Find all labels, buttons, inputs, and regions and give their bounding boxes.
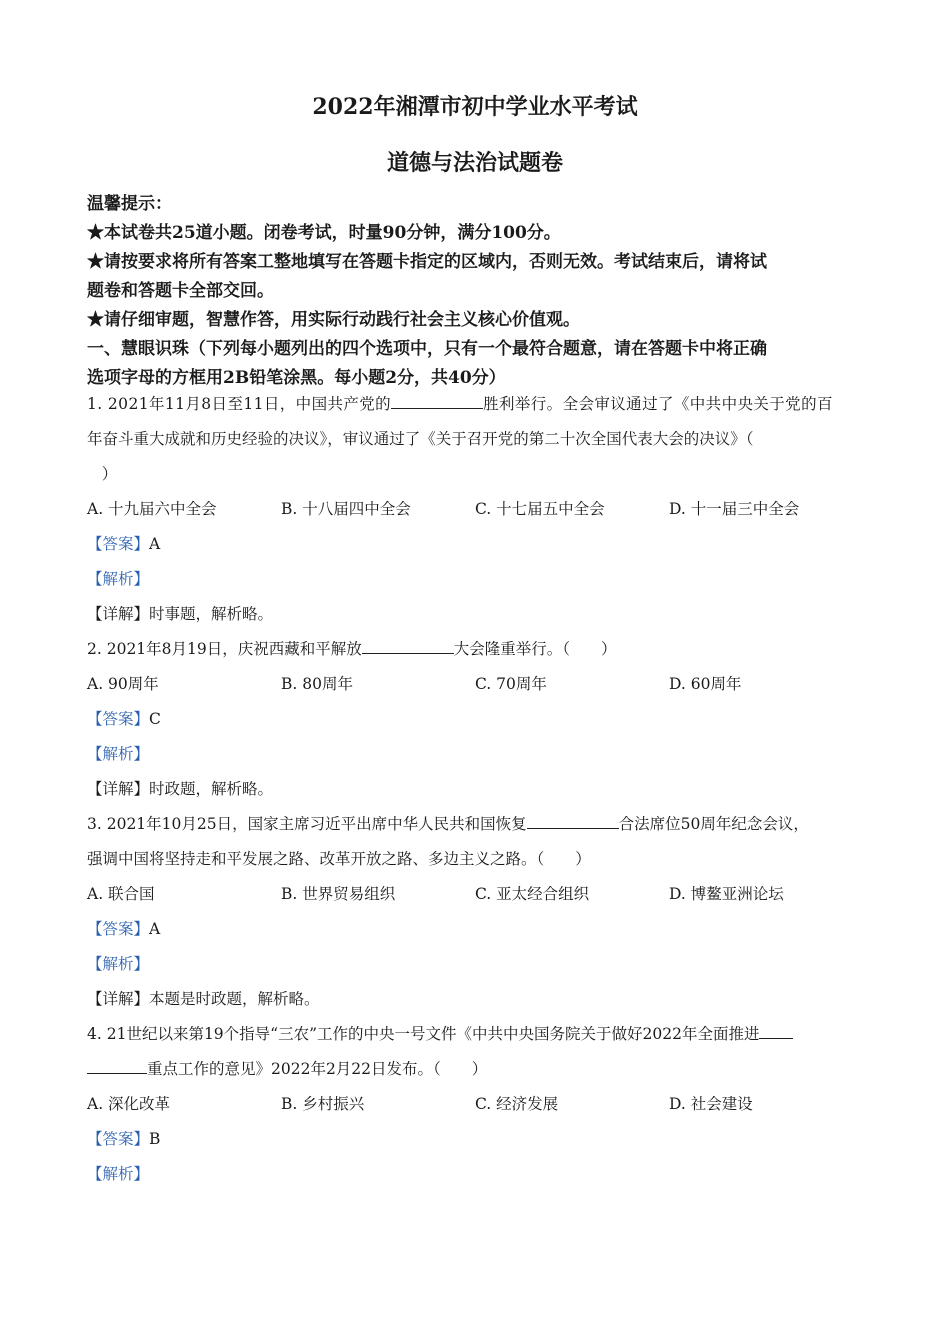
answer-tag: 【答案】 bbox=[87, 1130, 150, 1148]
answer-tag: 【答案】 bbox=[87, 535, 150, 553]
section-heading-a: 一、慧眼识珠（下列每小题列出的四个选项中，只有一个最符合题意，请在答题卡中将正确 bbox=[87, 339, 767, 359]
q4-stem-line-2 bbox=[87, 1057, 877, 1092]
q4-stem-part: 重点工作的意见》2022年2月22日发布。（ ） bbox=[147, 1060, 488, 1078]
q2-option-b: B. 80周年 bbox=[281, 675, 353, 693]
q4-options bbox=[87, 1092, 877, 1127]
exam-title: 2022年湘潭市初中学业水平考试 bbox=[312, 94, 638, 120]
section-heading-b: 选项字母的方框用2B铅笔涂黑。每小题2分，共40分） bbox=[87, 368, 506, 388]
q1-option-c: C. 十七届五中全会 bbox=[475, 500, 605, 518]
fill-blank bbox=[527, 812, 619, 829]
q4-answer bbox=[87, 1127, 877, 1162]
q3-stem-line-2: 强调中国将坚持走和平发展之路、改革开放之路、多边主义之路。（ ） bbox=[87, 850, 591, 868]
q2-stem-part: 2. 2021年8月19日，庆祝西藏和平解放 bbox=[87, 640, 362, 658]
exam-subtitle: 道德与法治试题卷 bbox=[386, 150, 563, 176]
q3-option-c: C. 亚太经合组织 bbox=[475, 885, 590, 903]
notes-line-2b: 题卷和答题卡全部交回。 bbox=[87, 281, 274, 301]
q1-answer bbox=[87, 532, 877, 567]
answer-value: A bbox=[149, 535, 161, 553]
detail-text: 本题是时政题，解析略。 bbox=[149, 990, 320, 1008]
q3-option-b: B. 世界贸易组织 bbox=[281, 885, 396, 903]
q4-stem-part: 4. 21世纪以来第19个指导“三农”工作的中央一号文件《中共中央国务院关于做好2022年全面推进 bbox=[87, 1025, 760, 1043]
q2-analysis: 【解析】 bbox=[87, 745, 150, 763]
answer-tag: 【答案】 bbox=[87, 710, 150, 728]
q2-option-c: C. 70周年 bbox=[475, 675, 547, 693]
q3-option-d: D. 博鳌亚洲论坛 bbox=[669, 885, 784, 903]
reminder-notes bbox=[87, 190, 877, 393]
notes-line-3: ★请仔细审题，智慧作答，用实际行动践行社会主义核心价值观。 bbox=[87, 310, 580, 330]
notes-line-1: ★本试卷共25道小题。闭卷考试，时量90分钟，满分100分。 bbox=[87, 223, 561, 243]
q2-options bbox=[87, 672, 877, 707]
fill-blank bbox=[87, 1057, 147, 1074]
q3-answer bbox=[87, 917, 877, 952]
fill-blank bbox=[391, 392, 483, 409]
q1-option-a: A. 十九届六中全会 bbox=[87, 500, 217, 518]
detail-text: 时事题，解析略。 bbox=[149, 605, 274, 623]
q2-option-a: A. 90周年 bbox=[87, 675, 159, 693]
fill-blank bbox=[759, 1022, 793, 1039]
detail-text: 时政题，解析略。 bbox=[149, 780, 274, 798]
q4-option-d: D. 社会建设 bbox=[669, 1095, 753, 1113]
q4-stem-line-1 bbox=[87, 1022, 877, 1057]
q1-stem-line-2: 年奋斗重大成就和历史经验的决议》，审议通过了《关于召开党的第二十次全国代表大会的决议》（ bbox=[87, 430, 754, 448]
detail-tag: 【详解】 bbox=[87, 605, 150, 623]
answer-value: B bbox=[149, 1130, 161, 1148]
q2-stem bbox=[87, 637, 877, 672]
answer-value: A bbox=[149, 920, 161, 938]
q4-option-a: A. 深化改革 bbox=[87, 1095, 171, 1113]
detail-tag: 【详解】 bbox=[87, 990, 150, 1008]
q3-options bbox=[87, 882, 877, 917]
q1-stem-line-3 bbox=[87, 462, 877, 497]
q2-answer bbox=[87, 707, 877, 742]
q1-detail bbox=[87, 602, 877, 637]
q4-analysis: 【解析】 bbox=[87, 1165, 150, 1183]
q1-option-d: D. 十一届三中全会 bbox=[669, 500, 800, 518]
q1-analysis: 【解析】 bbox=[87, 570, 150, 588]
q3-analysis: 【解析】 bbox=[87, 955, 150, 973]
q3-stem-part: 3. 2021年10月25日，国家主席习近平出席中华人民共和国恢复 bbox=[87, 815, 527, 833]
detail-tag: 【详解】 bbox=[87, 780, 150, 798]
q1-stem-line-1 bbox=[87, 392, 877, 427]
questions bbox=[87, 392, 877, 1197]
q3-stem-line-1 bbox=[87, 812, 877, 847]
q1-option-b: B. 十八届四中全会 bbox=[281, 500, 411, 518]
q4-option-c: C. 经济发展 bbox=[475, 1095, 559, 1113]
q2-stem-part: 大会隆重举行。（ ） bbox=[453, 640, 617, 658]
q4-option-b: B. 乡村振兴 bbox=[281, 1095, 365, 1113]
q1-options bbox=[87, 497, 877, 532]
answer-value: C bbox=[149, 710, 161, 728]
q1-stem-part: ） bbox=[101, 465, 118, 483]
q2-option-d: D. 60周年 bbox=[669, 675, 742, 693]
q1-stem-part: 1. 2021年11月8日至11日，中国共产党的 bbox=[87, 395, 392, 413]
fill-blank bbox=[362, 637, 454, 654]
notes-line-2a: ★请按要求将所有答案工整地填写在答题卡指定的区域内，否则无效。考试结束后，请将试 bbox=[87, 252, 767, 272]
q3-option-a: A. 联合国 bbox=[87, 885, 155, 903]
notes-heading: 温馨提示： bbox=[87, 194, 172, 214]
answer-tag: 【答案】 bbox=[87, 920, 150, 938]
q3-stem-part: 合法席位50周年纪念会议， bbox=[618, 815, 809, 833]
q3-detail bbox=[87, 987, 877, 1022]
q1-stem-part: 胜利举行。全会审议通过了《中共中央关于党的百 bbox=[483, 395, 833, 413]
q2-detail bbox=[87, 777, 877, 812]
